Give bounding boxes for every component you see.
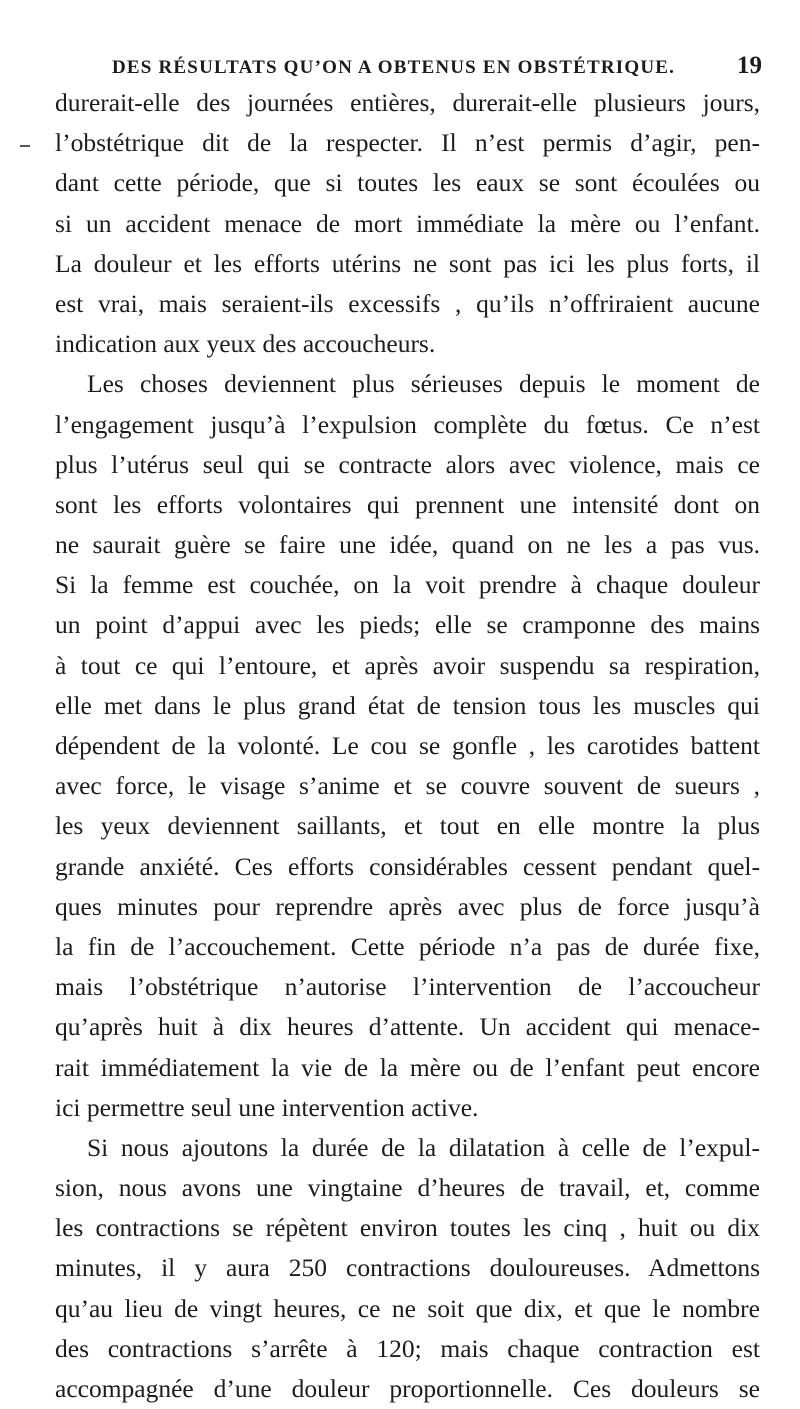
text-line: la fin de l’accouchement. Cette période n’a pas de durée fixe, [55, 931, 760, 961]
text-line: avec force, le visage s’anime et se couvre souvent de sueurs , [55, 771, 760, 801]
text-line: l’engagement jusqu’à l’expulsion complète du fœtus. Ce n’est [55, 409, 760, 439]
text-line: qu’au lieu de vingt heures, ce ne soit que dix, et que le nombre [55, 1293, 760, 1323]
running-head: DES RÉSULTATS QU’ON A OBTENUS EN OBSTÉTRIQUE. [112, 57, 676, 78]
text-line: qu’après huit à dix heures d’attente. Un accident qui menace- [55, 1012, 760, 1042]
text-line: Les choses deviennent plus sérieuses depuis le moment de [87, 369, 760, 399]
text-line: accompagnée d’une douleur proportionnelle. Ces douleurs se [55, 1374, 760, 1403]
text-line: à tout ce qui l’entoure, et après avoir suspendu sa respiration, [55, 650, 760, 680]
text-line: les yeux deviennent saillants, et tout en elle montre la plus [55, 811, 760, 841]
text-line: grande anxiété. Ces efforts considérables cessent pendant quel- [55, 851, 760, 881]
text-line: plus l’utérus seul qui se contracte alors avec violence, mais ce [55, 449, 760, 479]
text-line: est vrai, mais seraient-ils excessifs , qu’ils n’offriraient aucune [55, 288, 760, 318]
text-line: elle met dans le plus grand état de tension tous les muscles qui [55, 690, 760, 720]
body-text [55, 83, 760, 1409]
text-line: rait immédiatement la vie de la mère ou de l’enfant peut encore [55, 1052, 760, 1082]
text-line: Si nous ajoutons la durée de la dilatation à celle de l’expul- [87, 1132, 760, 1162]
margin-mark [20, 145, 30, 147]
text-line: Si la femme est couchée, on la voit prendre à chaque douleur [55, 570, 760, 600]
text-line: un point d’appui avec les pieds; elle se cramponne des mains [55, 610, 760, 640]
text-line: sont les efforts volontaires qui prennent une intensité dont on [55, 489, 760, 519]
text-line: l’obstétrique dit de la respecter. Il n’est permis d’agir, pen- [55, 128, 760, 158]
text-line: sion, nous avons une vingtaine d’heures de travail, et, comme [55, 1173, 760, 1203]
text-line: La douleur et les efforts utérins ne sont pas ici les plus forts, il [55, 248, 760, 278]
text-line: dépendent de la volonté. Le cou se gonfle , les carotides battent [55, 731, 760, 760]
text-line: ici permettre seul une intervention active. [55, 1092, 479, 1122]
text-line: les contractions se répètent environ toutes les cinq , huit ou dix [55, 1213, 760, 1243]
text-line: ques minutes pour reprendre après avec plus de force jusqu’à [55, 891, 760, 921]
text-line: des contractions s’arrête à 120; mais chaque contraction est [55, 1333, 760, 1363]
text-line: mais l’obstétrique n’autorise l’intervention de l’accoucheur [55, 972, 760, 1002]
text-line: si un accident menace de mort immédiate la mère ou l’enfant. [55, 208, 760, 238]
text-line: ne saurait guère se faire une idée, quand on ne les a pas vus. [55, 530, 760, 560]
text-line: durerait-elle des journées entières, durerait-elle plusieurs jours, [55, 88, 760, 117]
text-line: minutes, il y aura 250 contractions douloureuses. Admettons [55, 1253, 760, 1283]
text-line: indication aux yeux des accoucheurs. [55, 329, 436, 359]
page-number: 19 [737, 52, 762, 79]
text-line: dant cette période, que si toutes les eaux se sont écoulées ou [55, 168, 760, 198]
